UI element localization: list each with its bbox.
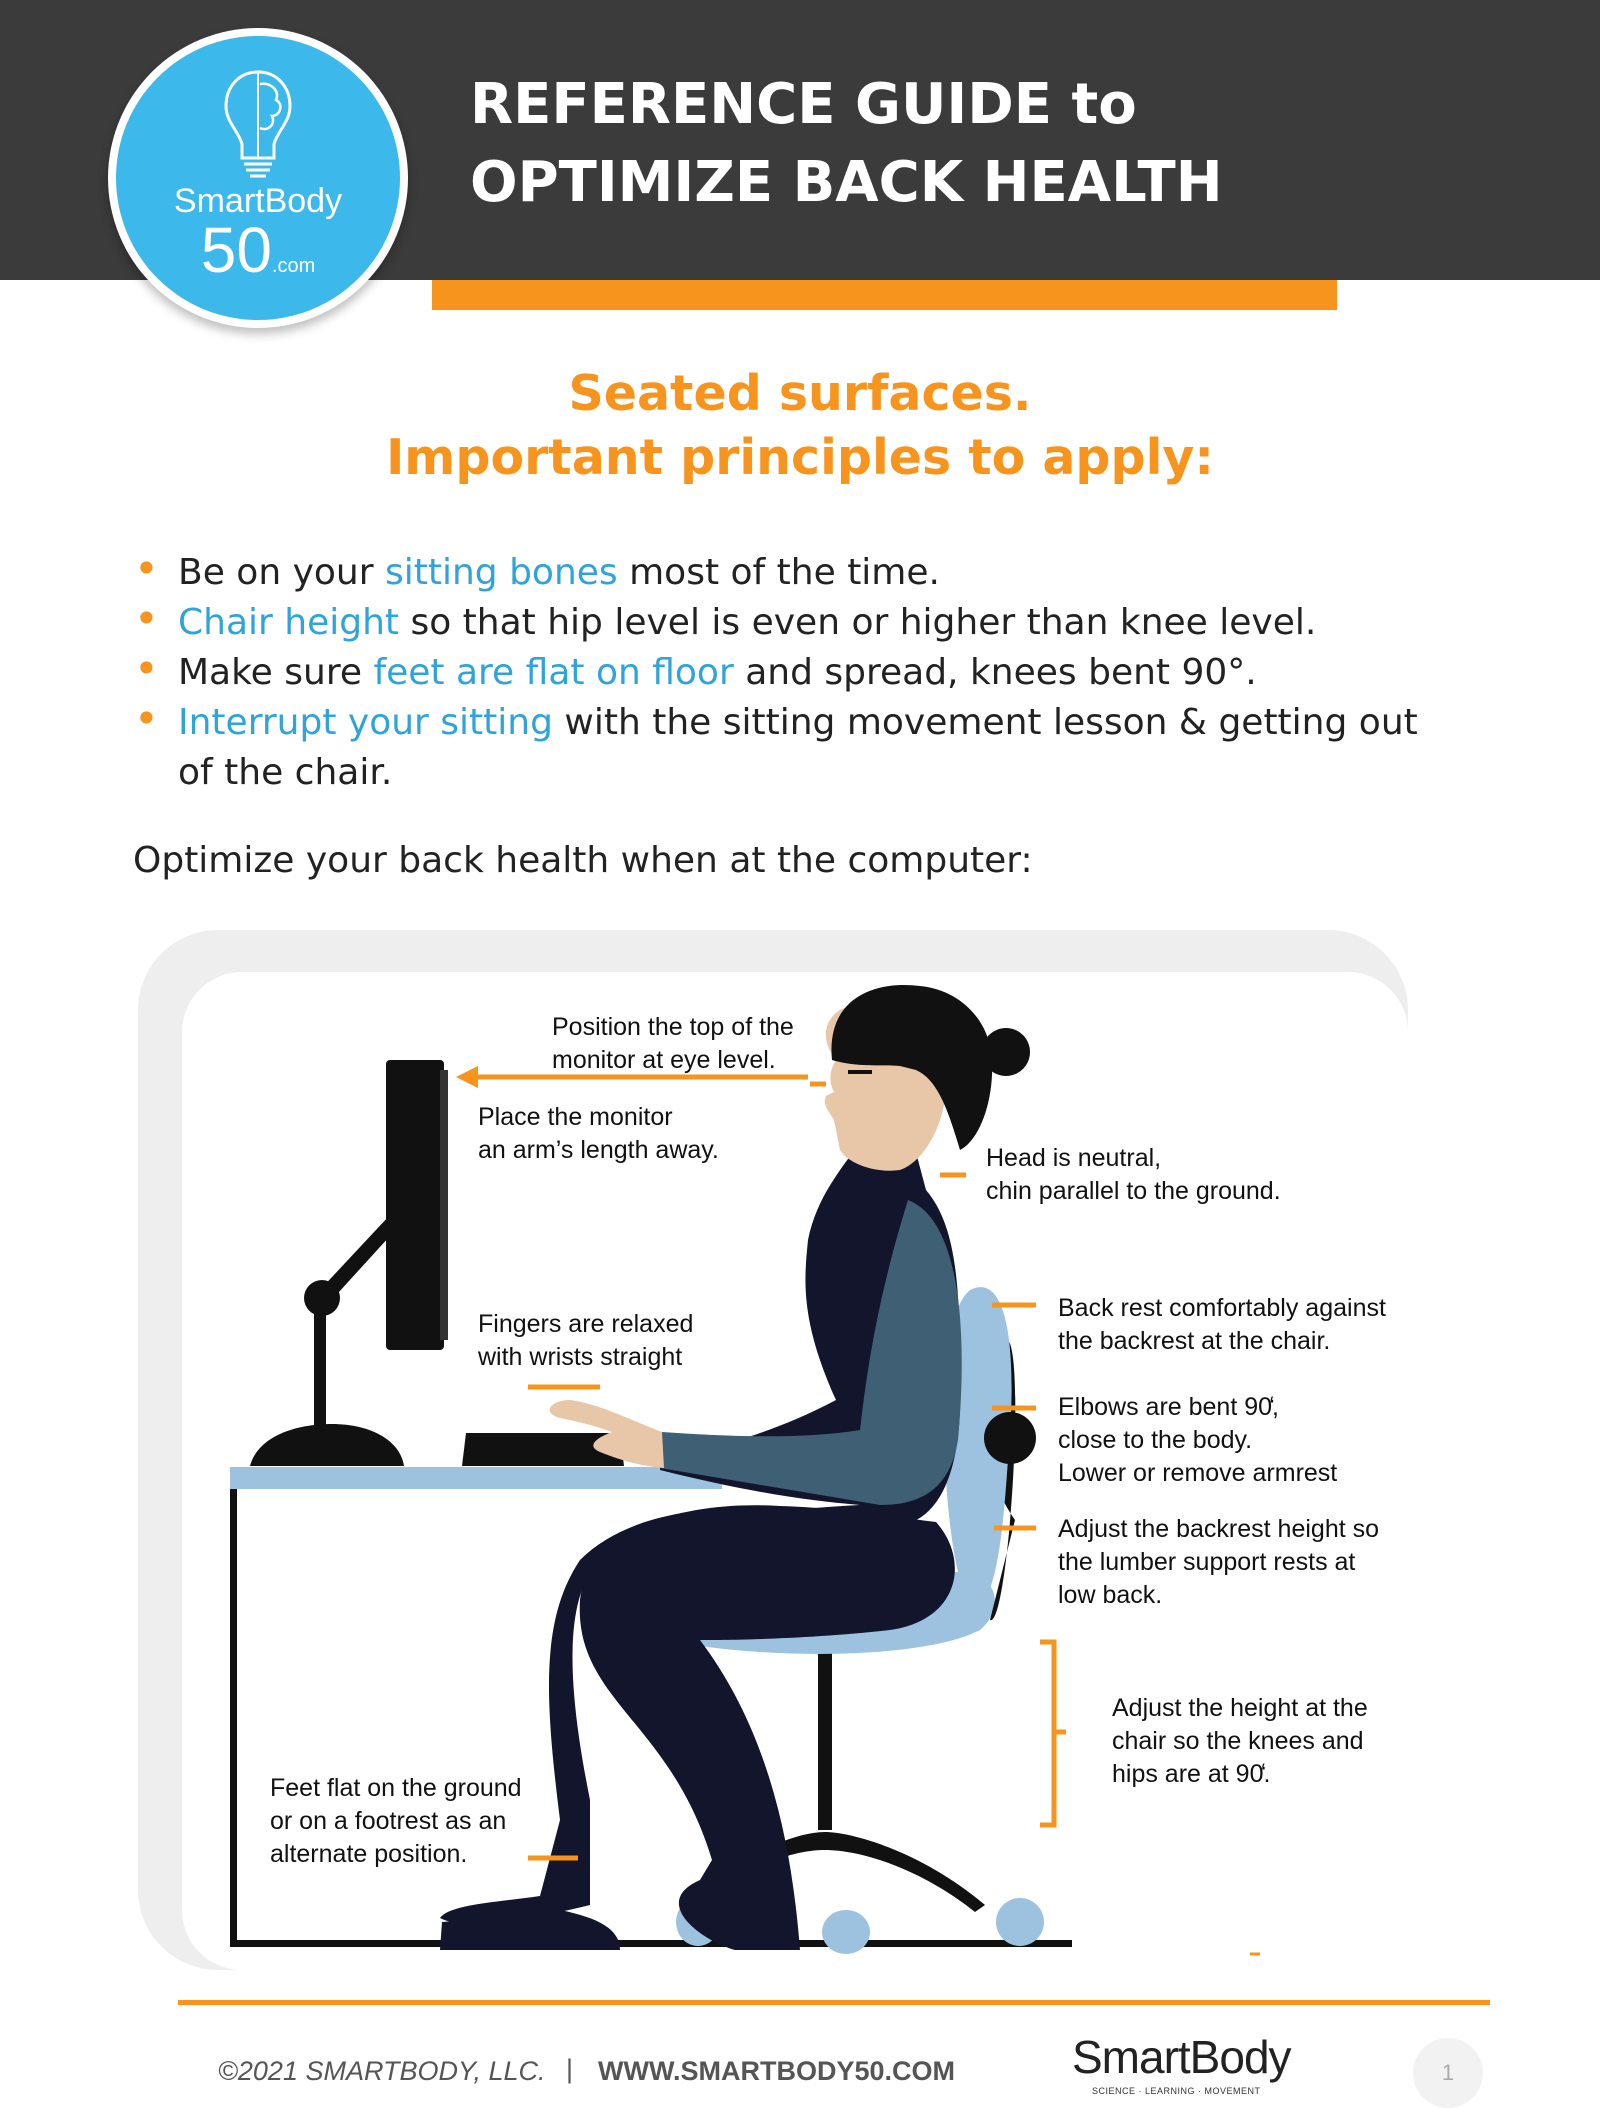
arrow-head-icon [456, 1066, 478, 1088]
callout-line: close to the body. [1058, 1426, 1253, 1454]
floor-line [230, 1940, 1072, 1947]
callout-line: Place the monitor [478, 1103, 673, 1131]
callout-monitor-top [552, 1011, 794, 1077]
monitor-screen [386, 1060, 444, 1350]
callout-line: with wrists straight [478, 1343, 683, 1371]
footer-tagline: SCIENCE · LEARNING · MOVEMENT [1092, 2086, 1261, 2096]
monitor-edge [440, 1070, 448, 1340]
callout-fingers [478, 1308, 693, 1374]
callout-back-rest [1058, 1292, 1386, 1358]
callout-line: alternate position. [270, 1840, 468, 1868]
title-line-1: REFERENCE GUIDE to [470, 72, 1137, 137]
principle-highlight: Interrupt your sitting [178, 702, 553, 743]
callout-line: Position the top of the [552, 1013, 794, 1041]
principle-highlight: sitting bones [384, 552, 618, 593]
chair-wheel [822, 1910, 870, 1954]
computer-intro: Optimize your back health when at the computer: [133, 840, 1033, 881]
callout-line: the backrest at the chair. [1058, 1327, 1331, 1355]
callout-line: the lumber support rests at [1058, 1548, 1356, 1576]
copyright-text: ©2021 SMARTBODY, LLC. [218, 2056, 546, 2086]
subtitle-line-2: Important principles to apply: [386, 429, 1214, 486]
chair-wheel [996, 1898, 1044, 1946]
logo-name: SmartBody [173, 182, 343, 220]
callout-line: or on a footrest as an [270, 1807, 507, 1835]
title-line-2: OPTIMIZE BACK HEALTH [470, 150, 1223, 215]
callout-line: Back rest comfortably against [1058, 1294, 1386, 1322]
callout-line: Lower or remove armrest [1058, 1459, 1338, 1487]
callout-line: low back. [1058, 1581, 1163, 1609]
principle-text: Make sure [178, 652, 374, 693]
principle-text: Be on your [178, 552, 385, 593]
website-link[interactable]: WWW.SMARTBODY50.COM [598, 2056, 955, 2086]
callout-monitor-distance [478, 1101, 719, 1167]
desk-leg [230, 1489, 237, 1944]
desk-top [230, 1467, 722, 1489]
monitor-base [250, 1424, 404, 1466]
page-number: 1 [1413, 2038, 1483, 2108]
callout-chair-height [1112, 1692, 1368, 1791]
footer-separator: | [566, 2054, 574, 2084]
callout-line: an arm’s length away. [478, 1136, 719, 1164]
callout-line: Feet flat on the ground [270, 1774, 522, 1802]
logo-suffix: .com [271, 255, 316, 277]
callout-elbows [1058, 1391, 1337, 1490]
principle-text: so that hip level is even or higher than knee level. [399, 602, 1317, 643]
callout-line: Adjust the height at the [1112, 1694, 1368, 1722]
callout-line: chair so the knees and [1112, 1727, 1364, 1755]
height-bracket [1040, 1642, 1066, 1825]
subtitle-line-1: Seated surfaces. [568, 365, 1032, 422]
principle-highlight: Chair height [178, 602, 400, 643]
monitor-stand [314, 1300, 326, 1426]
callout-line: Fingers are relaxed [478, 1310, 694, 1338]
principle-text: most of the time. [617, 552, 940, 593]
footer-brand-logo: SmartBody [1072, 2031, 1291, 2083]
callout-backrest-height [1058, 1513, 1379, 1612]
callout-line: hips are at 90̒. [1112, 1760, 1271, 1788]
callout-line: Head is neutral, [986, 1144, 1162, 1172]
principle-text: with the sitting movement lesson & getting out of the chair. [178, 702, 1418, 793]
logo-number-value: 50 [200, 214, 272, 286]
principle-text: and spread, knees bent 90°. [733, 652, 1257, 693]
footer-rule [178, 2000, 1490, 2005]
callout-line: chin parallel to the ground. [986, 1177, 1281, 1205]
principle-highlight: feet are flat on floor [373, 652, 734, 693]
callout-feet [270, 1772, 522, 1871]
callout-line: Elbows are bent 90̒, [1058, 1393, 1279, 1421]
chair-armrest-knob [984, 1412, 1036, 1464]
person-hair-bun [982, 1028, 1030, 1076]
callout-head [986, 1142, 1281, 1208]
callout-line: monitor at eye level. [552, 1046, 776, 1074]
callout-line: Adjust the backrest height so [1058, 1515, 1380, 1543]
person-legs [580, 1505, 955, 1950]
